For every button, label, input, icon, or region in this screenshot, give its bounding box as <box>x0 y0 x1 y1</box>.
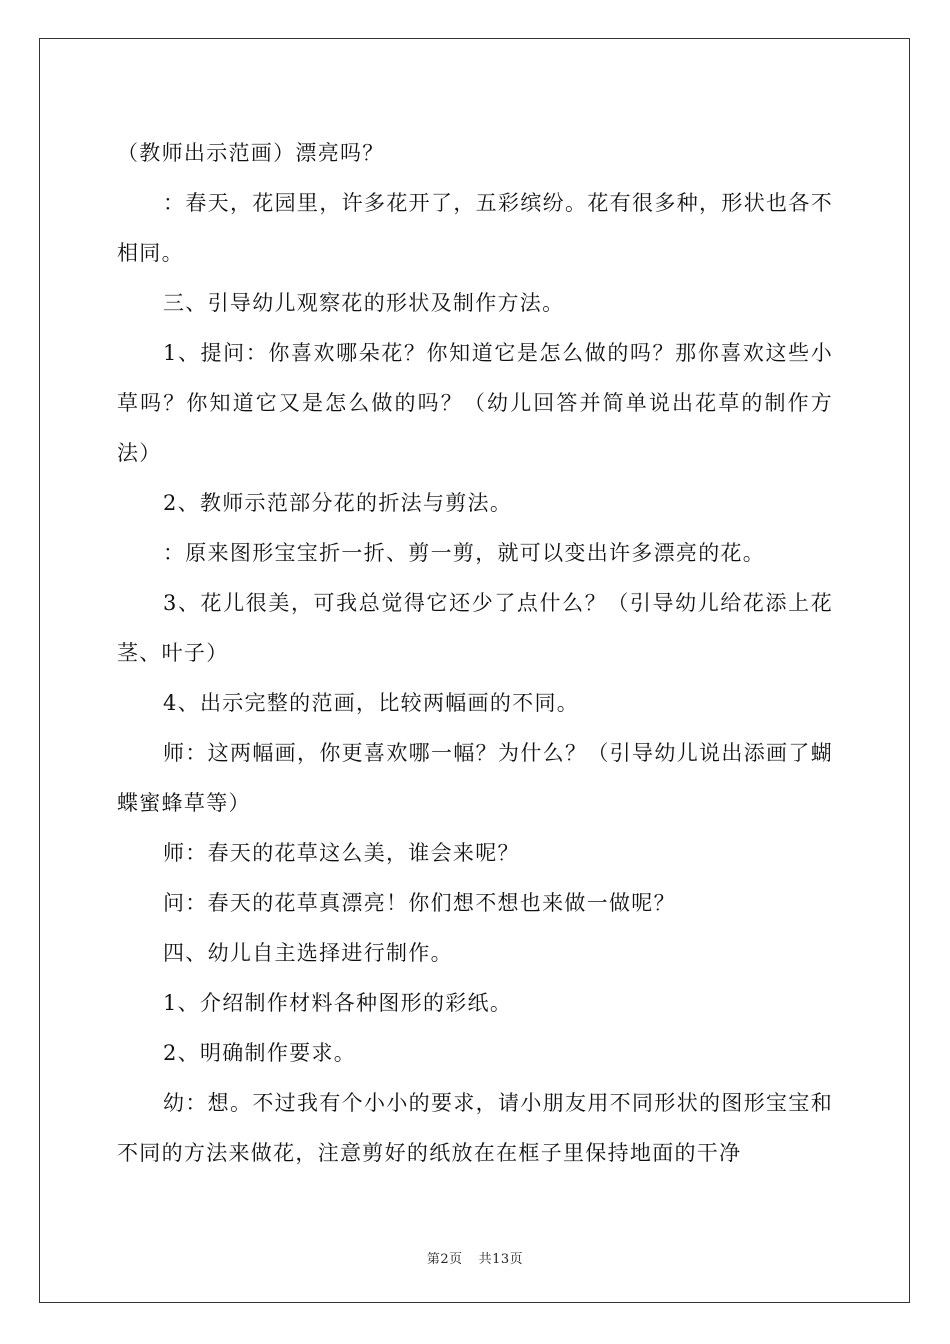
paragraph-8: 4、出示完整的范画，比较两幅画的不同。 <box>163 691 580 715</box>
paragraph-9: 师：这两幅画，你更喜欢哪一幅？为什么？（引导幼儿说出添画了蝴蝶蜜蜂草等） <box>117 741 833 815</box>
paragraph-7: 3、花儿很美，可我总觉得它还少了点什么？（引导幼儿给花添上花茎、叶子） <box>117 591 833 665</box>
paragraph-13: 1、介绍制作材料各种图形的彩纸。 <box>163 991 513 1015</box>
document-body <box>117 128 833 1178</box>
page-total: 共13页 <box>478 1252 524 1267</box>
page-number: 第2页 <box>426 1252 463 1267</box>
paragraph-12: 四、幼儿自主选择进行制作。 <box>163 941 453 965</box>
paragraph-2: ：春天，花园里，许多花开了，五彩缤纷。花有很多种，形状也各不相同。 <box>117 191 833 265</box>
paragraph-11: 问：春天的花草真漂亮！你们想不想也来做一做呢？ <box>163 891 676 915</box>
paragraph-4: 1、提问：你喜欢哪朵花？你知道它是怎么做的吗？那你喜欢这些小草吗？你知道它又是怎么做的吗？（幼儿回答并简单说出花草的制作方法） <box>117 341 833 465</box>
paragraph-1: （教师出示范画）漂亮吗？ <box>117 141 385 165</box>
paragraph-14: 2、明确制作要求。 <box>163 1041 357 1065</box>
paragraph-3: 三、引导幼儿观察花的形状及制作方法。 <box>163 291 565 315</box>
paragraph-5: 2、教师示范部分花的折法与剪法。 <box>163 491 513 515</box>
paragraph-10: 师：春天的花草这么美，谁会来呢？ <box>163 841 520 865</box>
paragraph-15: 幼：想。不过我有个小小的要求，请小朋友用不同形状的图形宝宝和不同的方法来做花，注意剪好的纸放在在框子里保持地面的干净 <box>117 1091 833 1165</box>
paragraph-6: ：原来图形宝宝折一折、剪一剪，就可以变出许多漂亮的花。 <box>163 541 766 565</box>
page-footer <box>0 1248 950 1267</box>
